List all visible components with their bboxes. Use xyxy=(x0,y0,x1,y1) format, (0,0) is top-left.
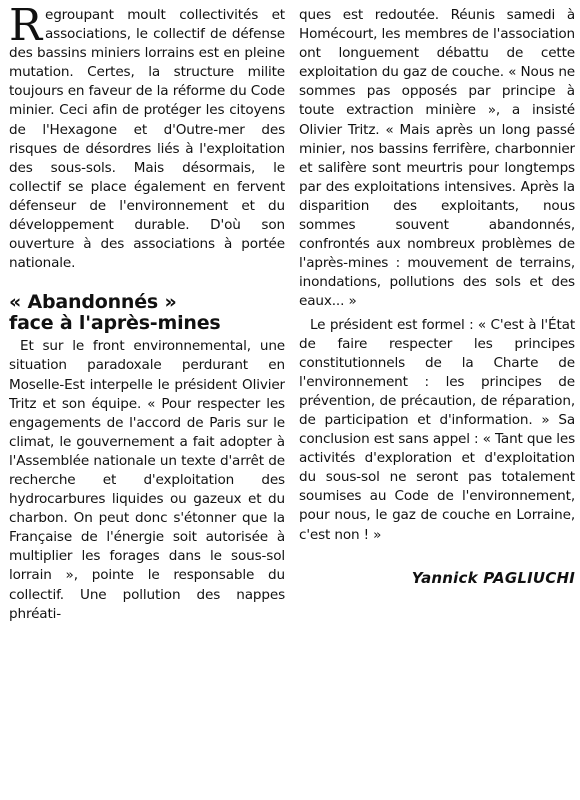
column-right xyxy=(299,6,575,800)
column-left xyxy=(9,6,285,800)
paragraph-continuation: ques est redoutée. Réunis samedi à Homécourt, les membres de l'association ont longuement débattu de cette exploitation du gaz de couche. « Nous ne sommes pas opposés par principe à toute extraction minière », a insisté Olivier Tritz. « Mais après un long passé minier, nos bassins ferrifère, charbonnier et salifère sont meurtris pour longtemps par des exploitations intensives. Après la disparition des exploitants, nous sommes souvent abandonnés, confrontés aux nombreux problèmes de l'après-mines : mouvement de terrains, inondations, pollutions des sols et des eaux... » xyxy=(299,7,575,310)
paragraph-intro-text: egroupant moult collectivités et associations, le collectif de défense des bassins miniers lorrains est en pleine mutation. Certes, la structure milite toujours en faveur de la réforme du Code minier. Ceci afin de protéger les citoyens de l'Hexagone et d'Outre-mer des risques de désordres liés à l'exploitation des sous-sols. Mais désormais, le collectif se place également en fervent défenseur de l'environnement et du développement durable. D'où son ouverture à des associations à portée nationale. xyxy=(9,7,285,272)
drop-cap: R xyxy=(9,6,42,51)
paragraph-president: Le président est formel : « C'est à l'État de faire respecter les principes constitutionnels de la Charte de l'environnement : les principes de prévention, de précaution, de réparation, de participation et d'information. » Sa conclusion est sans appel : « Tant que les activités d'exploration et d'exploitation du sous-sol ne seront pas totalement soumises au Code de l'environnement, pour nous, le gaz de couche en Lorraine, c'est non ! » xyxy=(299,316,575,543)
author-byline: Yannick PAGLIUCHI xyxy=(411,568,575,587)
subheading xyxy=(9,292,285,334)
subheading-line-2: face à l'après-mines xyxy=(9,312,221,335)
paragraph-intro xyxy=(9,6,285,273)
subheading-line-1: « Abandonnés » xyxy=(9,291,177,314)
paragraph-front-environnemental: Et sur le front environnemental, une situation paradoxale perdurant en Moselle-Est interpelle le président Olivier Tritz et son équipe. « Pour respecter les engagements de l'accord de Paris sur le climat, le gouvernement a fait adopter à l'Assemblée nationale un texte d'arrêt de recherche et d'exploitation des hydrocarbures liquides ou gazeux et du charbon. On peut donc s'étonner que la Française de l'énergie soit autorisée à multiplier les forages dans le sous-sol lorrain », pointe le responsable du collectif. Une pollution des nappes phréati- xyxy=(9,338,285,622)
